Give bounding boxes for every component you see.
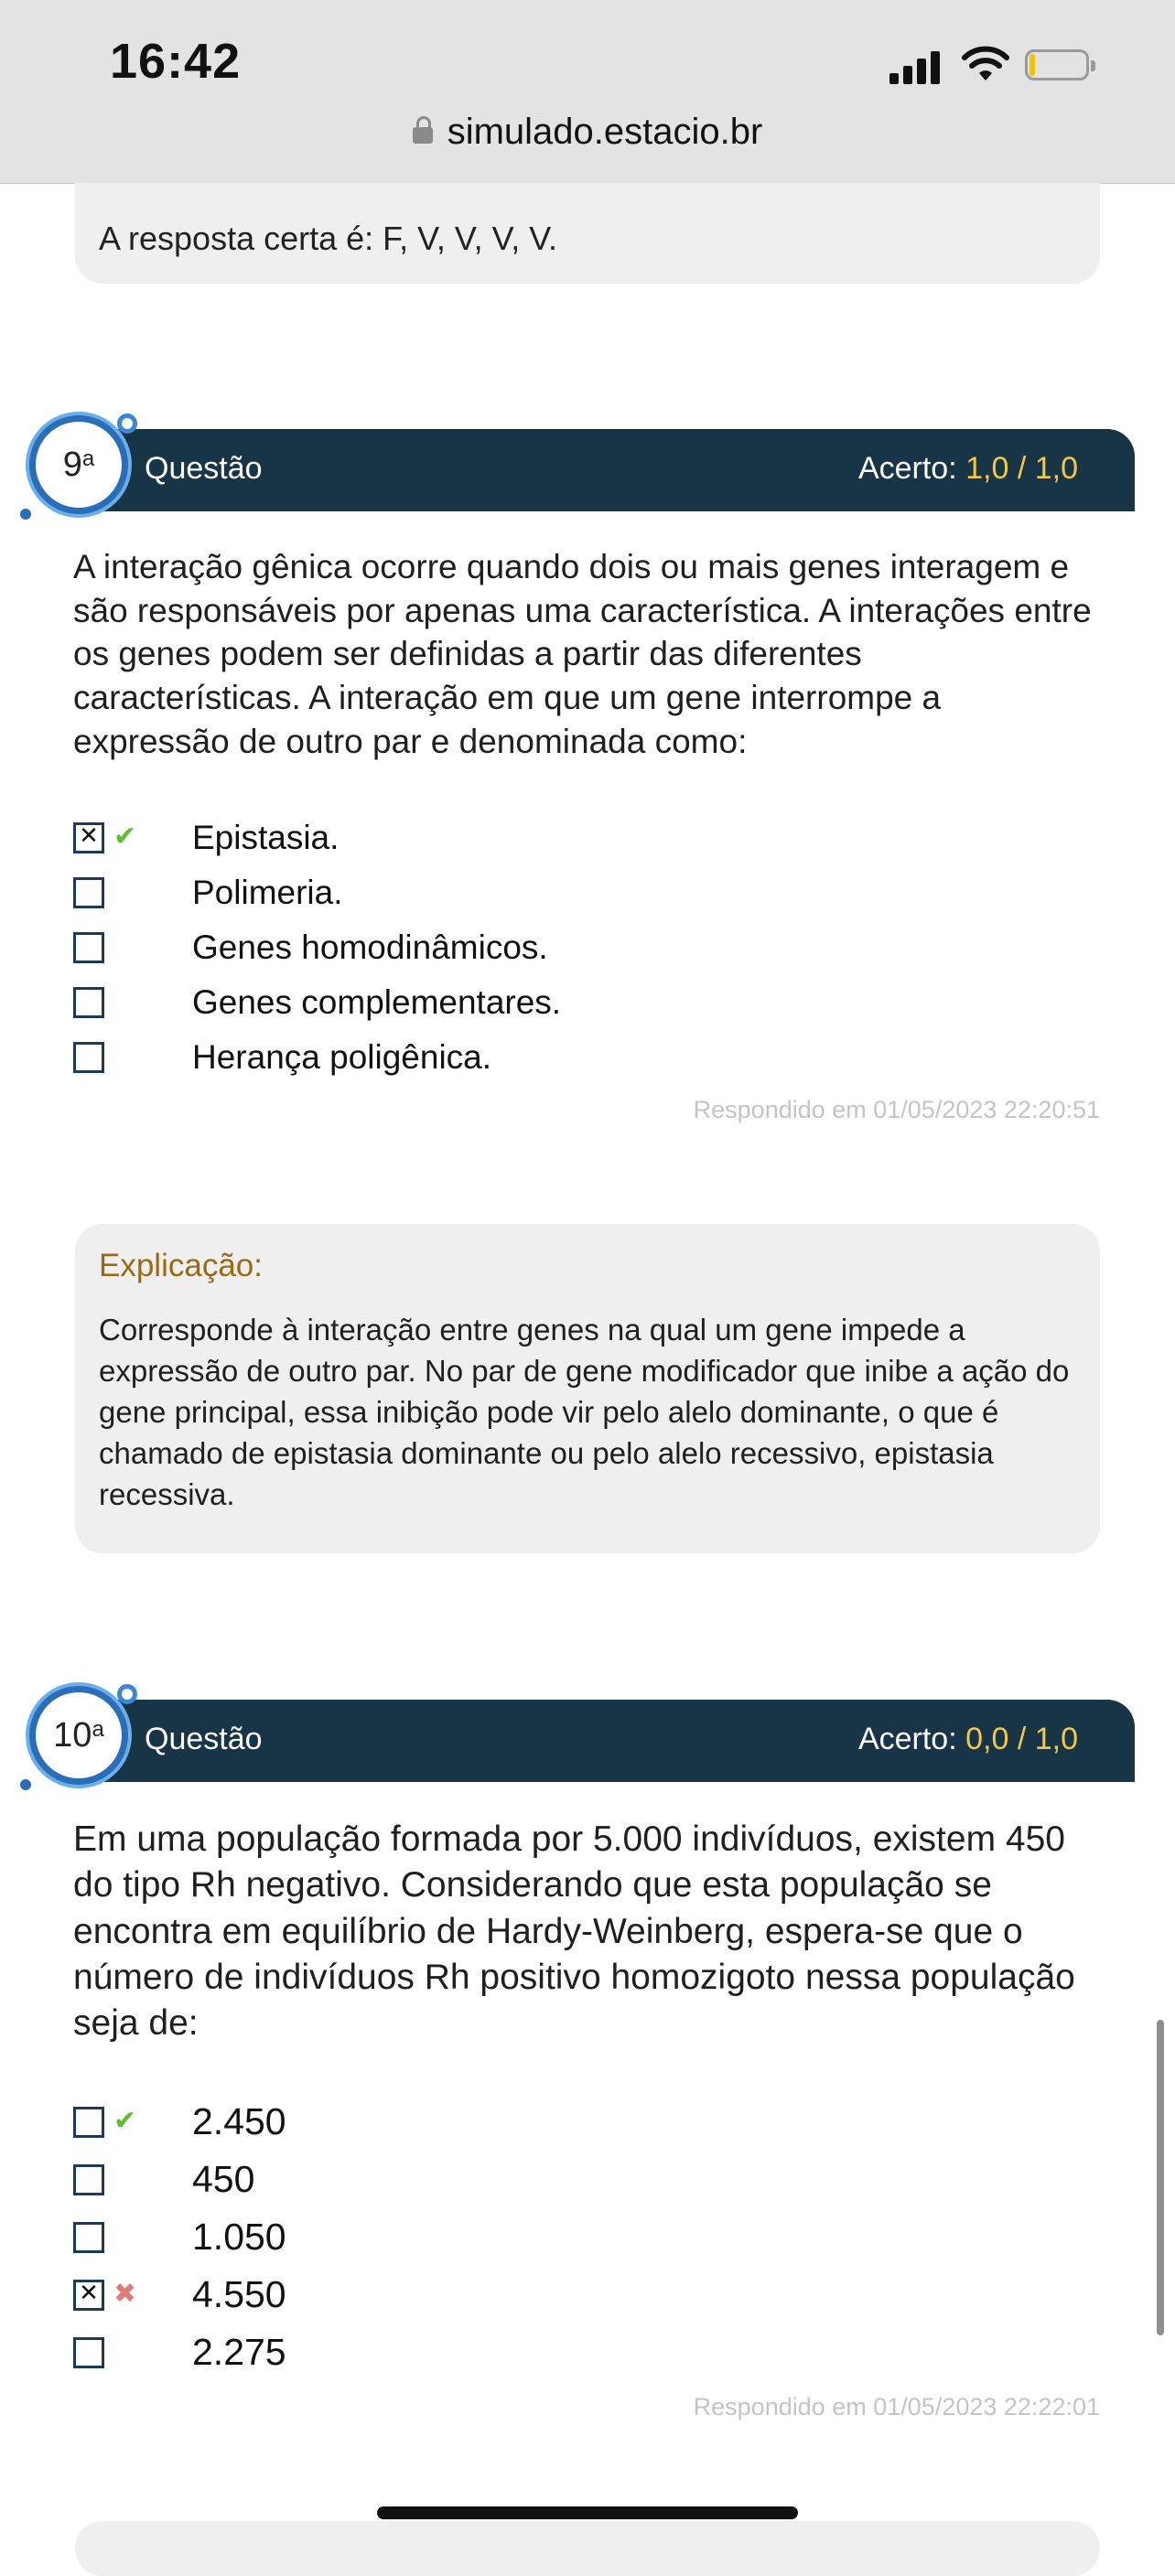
option-label: Herança poligênica. <box>192 1038 492 1076</box>
next-box-edge <box>75 2521 1100 2576</box>
question-number-badge: 10 $^a$ <box>29 1686 128 1785</box>
score-display: Acerto: 0,0 / 1,0 <box>857 1722 1078 1756</box>
score-display: Acerto: 1,0 / 1,0 <box>857 451 1078 486</box>
option-label: Polimeria. <box>192 874 343 911</box>
explanation-title: Explicação: <box>99 1248 263 1283</box>
option-checkbox[interactable] <box>73 2222 104 2253</box>
lock-icon <box>413 127 433 144</box>
options-list <box>73 2093 286 2381</box>
option-checkbox[interactable] <box>73 2164 104 2195</box>
options-list <box>73 810 561 1085</box>
wifi-icon <box>961 44 1010 84</box>
score-value: 0,0 / 1,0 <box>965 1722 1078 1756</box>
previous-answer-text: A resposta certa é: F, V, V, V, V. <box>99 220 558 257</box>
score-value: 1,0 / 1,0 <box>965 451 1078 486</box>
option-label: 4.550 <box>192 2273 286 2315</box>
option-checkbox[interactable] <box>73 2280 104 2311</box>
badge-decoration <box>20 509 31 520</box>
option-item[interactable] <box>73 2208 286 2266</box>
question-label: Questão <box>145 1722 263 1756</box>
option-item[interactable] <box>73 865 561 920</box>
option-checkbox[interactable] <box>73 822 104 853</box>
option-label: 2.275 <box>192 2331 286 2373</box>
question-label: Questão <box>145 451 263 486</box>
cross-icon <box>108 2280 148 2311</box>
option-label: 2.450 <box>192 2100 286 2142</box>
question-text: Em uma população formada por 5.000 indivíduos, existem 450 do tipo Rh negativo. Considerando que esta população se encontra em equilíbrio de Hardy-Weinberg, espera-se que o número de indivíduos Rh positivo homozigoto nessa população seja de: <box>73 1819 1075 2044</box>
battery-icon <box>1025 49 1089 80</box>
explanation-box <box>75 1224 1100 1553</box>
badge-decoration <box>117 1684 137 1704</box>
browser-top-bar <box>0 0 1175 184</box>
explanation-text: Corresponde à interação entre genes na qual um gene impede a expressão de outro par. No par de gene modificador que inibe a ação do gene principal, essa inibição pode vir pelo alelo dominante, o que é chamado de epistasia dominante ou pelo alelo recessivo, epistasia recessiva. <box>99 1313 1070 1511</box>
option-label: 450 <box>192 2158 255 2200</box>
option-label: 1.050 <box>192 2216 286 2258</box>
question-header <box>64 1700 1135 1782</box>
option-item[interactable] <box>73 2266 286 2324</box>
option-item[interactable] <box>73 2093 286 2151</box>
cellular-signal-icon <box>889 48 944 84</box>
status-time: 16:42 <box>110 34 242 89</box>
badge-decoration <box>117 413 137 434</box>
option-label: Genes homodinâmicos. <box>192 928 548 966</box>
previous-answer-box <box>75 183 1100 284</box>
answered-timestamp: Respondido em 01/05/2023 22:22:01 <box>693 2393 1100 2420</box>
option-checkbox[interactable] <box>73 2107 104 2138</box>
option-label: Genes complementares. <box>192 983 562 1021</box>
option-item[interactable] <box>73 975 561 1030</box>
option-item[interactable] <box>73 2151 286 2208</box>
url-text: simulado.estacio.br <box>447 112 763 152</box>
option-checkbox[interactable] <box>73 987 104 1018</box>
option-checkbox[interactable] <box>73 2337 104 2368</box>
option-checkbox[interactable] <box>73 1042 104 1073</box>
question-header <box>64 429 1135 511</box>
option-checkbox[interactable] <box>73 877 104 908</box>
answered-timestamp: Respondido em 01/05/2023 22:20:51 <box>693 1096 1100 1123</box>
badge-decoration <box>20 1779 31 1790</box>
option-item[interactable] <box>73 1030 561 1085</box>
option-item[interactable] <box>73 810 561 865</box>
scrollbar[interactable] <box>1157 2020 1164 2335</box>
option-checkbox[interactable] <box>73 932 104 963</box>
option-item[interactable] <box>73 2324 286 2381</box>
option-item[interactable] <box>73 920 561 975</box>
address-bar[interactable] <box>0 112 1175 153</box>
check-icon <box>108 822 148 853</box>
question-text: A interação gênica ocorre quando dois ou mais genes interagem e são responsáveis por apenas uma característica. A interações entre os genes podem ser definidas a partir das diferentes características. A interação em que um gene interrompe a expressão de outro par e denominada como: <box>73 548 1092 760</box>
home-indicator[interactable] <box>377 2506 798 2519</box>
question-number-badge: 9 $^a$ <box>29 415 128 514</box>
check-icon <box>108 2107 148 2138</box>
option-label: Epistasia. <box>192 819 340 856</box>
